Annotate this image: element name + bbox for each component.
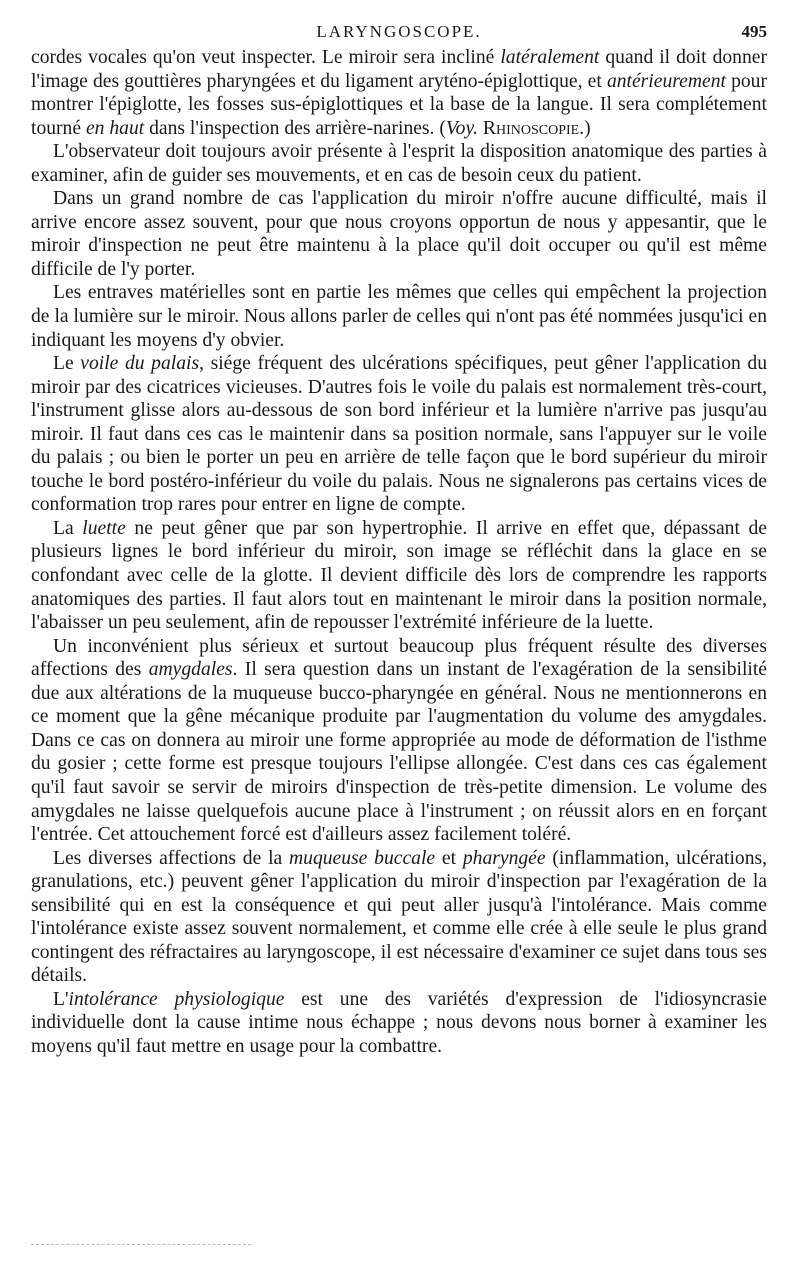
text-run: Dans un grand nombre de cas l'application du miroir n'offre aucune difficulté, mais il arrive encore assez souvent, pour que nous croyons opportun de nous y appesantir, que le miroir d'inspection ne peut être maintenu à la place qu'il doit occuper ou qu'il est même difficile de l'y porter. (31, 188, 767, 280)
italic-run: pharyngée (462, 847, 546, 869)
text-run: dans l'inspection des arrière-narines. ( (144, 117, 446, 139)
body-text (31, 46, 767, 1059)
italic-run: antérieurement (606, 70, 726, 92)
text-run: (inflammation, ulcérations, granulations, etc.) peuvent gêner l'application du miroir d'inspection par l'exagération de la sensibilité qui en est la conséquence et qui peut aller jusqu'à l'intolérance. Mais comme l'intolérance existe assez souvent normalement, et comme elle crée à elle seule le plus grand contingent des réfractaires au laryngoscope, il est nécessaire d'examiner ce sujet dans tous ses détails. (31, 847, 768, 987)
book-page (31, 18, 767, 1059)
italic-run: muqueuse buccale (289, 847, 436, 869)
footer-rule (31, 1244, 251, 1246)
text-run: L'observateur doit toujours avoir présente à l'esprit la disposition anatomique des parties à examiner, afin de guider ses mouvements, et en cas de besoin ceux du patient. (31, 141, 767, 186)
text-run: est une des variétés d'expression de l'idiosyncrasie individuelle dont la cause intime nous échappe ; nous devons nous borner à examiner les moyens qu'il faut mettre en usage pour la combattre. (31, 988, 767, 1057)
text-run: pour montrer l'épiglotte, les fosses sus-épiglottiques et la base de la langue. Il sera complétement tourné (31, 70, 767, 139)
text-run: Les entraves matérielles sont en partie les mêmes que celles qui empêchent la projection de la lumière sur le miroir. Nous allons parler de celles qui n'ont pas été nommées jusqu'ici en indiquant les moyens d'y obvier. (31, 282, 767, 351)
paragraph (31, 46, 767, 140)
italic-run: luette (82, 517, 126, 539)
paragraph (31, 352, 767, 517)
italic-run: intolérance physiologique (68, 988, 285, 1010)
italic-run: latéralement (500, 47, 600, 68)
page-number: 495 (741, 22, 767, 41)
text-run: .) (579, 117, 591, 139)
text-run: ne peut gêner que par son hypertrophie. Il arrive en effet que, dépassant de plusieurs lignes le bord inférieur du miroir, son image se réfléchit dans la glace en se confondant avec celle de la glotte. Il devient difficile dès lors de comprendre les rapports anatomiques des parties. Il faut alors tout en maintenant le miroir dans la position normale, l'abaisser un peu seulement, afin de repousser l'extrémité inférieure de la luette. (31, 517, 767, 634)
paragraph (31, 187, 767, 281)
paragraph (31, 517, 767, 635)
paragraph (31, 140, 767, 187)
text-run: cordes vocales qu'on veut inspecter. Le miroir sera incliné (31, 47, 501, 68)
text-run: et (435, 847, 463, 869)
italic-run: Voy. (445, 117, 478, 139)
italic-run: en haut (85, 117, 145, 139)
text-run: quand il doit donner l'image des gouttières pharyngées et du ligament aryténo-épiglottique, et (31, 47, 767, 92)
text-run: Les diverses affections de la (53, 847, 290, 869)
paragraph (31, 281, 767, 352)
italic-run: amygdales (148, 659, 233, 681)
text-run: , siége fréquent des ulcérations spécifiques, peut gêner l'application du miroir par des cicatrices vicieuses. D'autres fois le voile du palais est normalement très-court, l'instrument glisse alors au-dessous de son bord inférieur et la lumière n'arrive pas jusqu'au miroir. Il faut dans ces cas le maintenir dans sa position normale, sans l'appuyer sur le voile du palais ; ou bien le porter un peu en arrière de telle façon que le bord supérieur du miroir touche le bord postéro-inférieur du voile du palais. Nous ne signalerons pas certains vices de conformation trop rares pour entrer en ligne de compte. (31, 353, 767, 516)
text-run: . Il sera question dans un instant de l'exagération de la sensibilité due aux altérations de la muqueuse bucco-pharyngée en général. Nous ne mentionnerons en ce moment que la gêne mécanique produite par l'augmentation du volume des amygdales. Dans ce cas on donnera au miroir une forme appropriée au mode de déformation de l'isthme du gosier ; cette forme est presque toujours l'ellipse allongée. C'est dans ces cas également qu'il faut savoir se servir de miroirs d'inspection de très-petite dimension. Le volume des amygdales ne laisse quelquefois aucune place à l'instrument ; on réussit alors en en forçant l'entrée. Cet attouchement forcé est d'ailleurs assez facilement toléré. (31, 659, 768, 846)
text-run: Un inconvénient plus sérieux et surtout beaucoup plus fréquent résulte des diverses affections des (31, 635, 767, 681)
text-run: Le (53, 353, 81, 375)
italic-run: voile du palais (80, 353, 200, 375)
paragraph (31, 847, 767, 988)
small-caps-run: Rhinoscopie (482, 117, 580, 139)
running-title: LARYNGOSCOPE. (316, 22, 482, 41)
paragraph (31, 988, 767, 1059)
running-head (31, 18, 767, 46)
text-run: L' (53, 988, 69, 1010)
text-run: La (53, 517, 83, 539)
paragraph (31, 635, 767, 847)
